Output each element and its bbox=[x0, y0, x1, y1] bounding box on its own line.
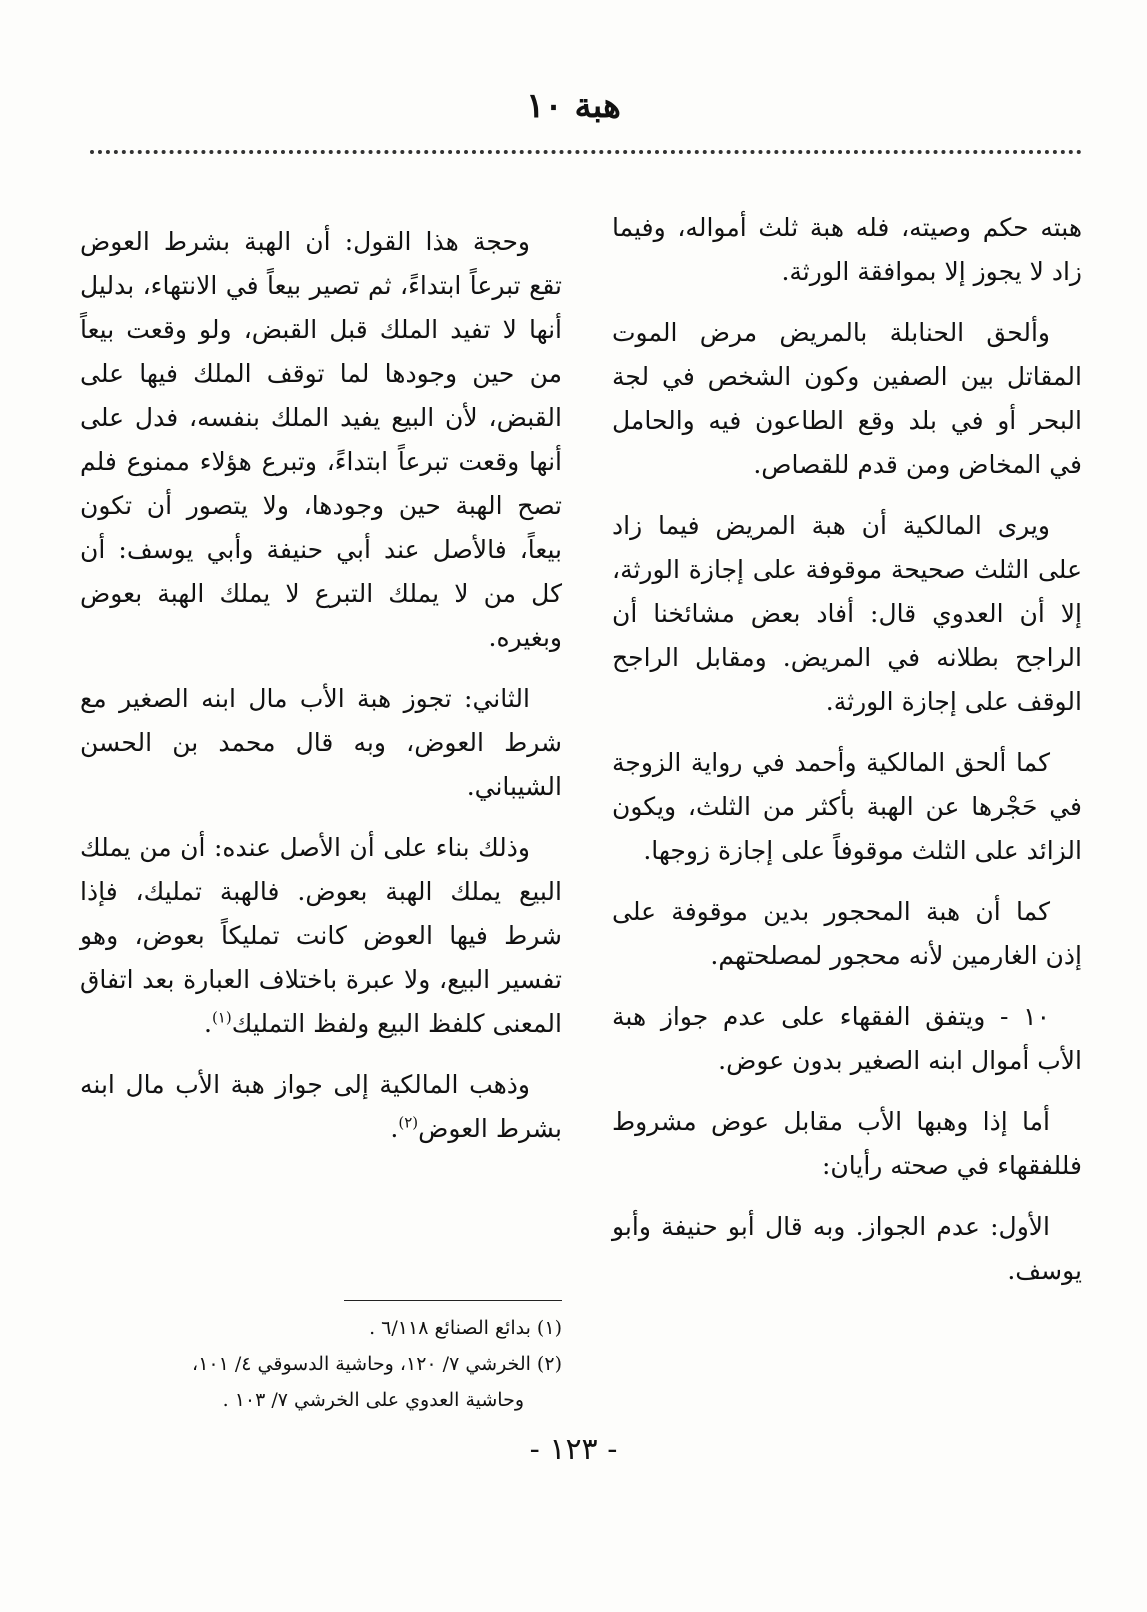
left-column bbox=[80, 220, 562, 1168]
footnote-reference[interactable]: (١) bbox=[211, 1008, 232, 1027]
paragraph: أما إذا وهبها الأب مقابل عوض مشروط فللفقهاء في صحته رأيان: bbox=[612, 1107, 1082, 1180]
footnotes bbox=[80, 1310, 562, 1418]
paragraph bbox=[80, 1063, 562, 1151]
page-number: - ١٢٣ - bbox=[529, 1432, 618, 1467]
footnote-reference[interactable]: (٢) bbox=[398, 1113, 419, 1132]
paragraph bbox=[80, 826, 562, 1046]
page-header-title: هبة ١٠ bbox=[526, 86, 621, 126]
paragraph-end: . bbox=[203, 1009, 212, 1038]
footnote: (١) بدائع الصنائع ٦/١١٨ . bbox=[369, 1317, 562, 1339]
paragraph: ويرى المالكية أن هبة المريض فيما زاد على الثلث صحيحة موقوفة على إجازة الورثة، إلا أن العدوي قال: أفاد بعض مشائخنا أن الراجح بطلانه في المريض. ومقابل الراجح الوقف على إجازة الورثة. bbox=[612, 511, 1082, 716]
paragraph: وألحق الحنابلة بالمريض مرض الموت المقاتل بين الصفين وكون الشخص في لجة البحر أو في بلد وقع الطاعون فيه والحامل في المخاض ومن قدم للقصاص. bbox=[612, 318, 1082, 479]
paragraph-text: وذلك بناء على أن الأصل عنده: أن من يملك البيع يملك الهبة بعوض. فالهبة تمليك، فإذا شرط فيها العوض كانت تمليكاً بعوض، وهو تفسير البيع، ولا عبرة باختلاف العبارة بعد اتفاق المعنى كلفظ البيع ولفظ التمليك bbox=[80, 833, 562, 1038]
paragraph: كما أن هبة المحجور بدين موقوفة على إذن الغارمين لأنه محجور لمصلحتهم. bbox=[612, 897, 1082, 970]
footnote-separator bbox=[344, 1300, 562, 1301]
paragraph-text: وذهب المالكية إلى جواز هبة الأب مال ابنه بشرط العوض bbox=[80, 1070, 562, 1143]
right-column bbox=[612, 206, 1082, 1310]
paragraph: كما ألحق المالكية وأحمد في رواية الزوجة في حَجْرها عن الهبة بأكثر من الثلث، ويكون الزائد على الثلث موقوفاً على إجازة زوجها. bbox=[612, 748, 1082, 865]
paragraph: هبته حكم وصيته، فله هبة ثلث أمواله، وفيما زاد لا يجوز إلا بموافقة الورثة. bbox=[612, 213, 1082, 286]
footnote: (٢) الخرشي ٧/ ١٢٠، وحاشية الدسوقي ٤/ ١٠١، bbox=[192, 1353, 562, 1375]
header-dotted-rule bbox=[90, 150, 1082, 154]
paragraph: الأول: عدم الجواز. وبه قال أبو حنيفة وأبو يوسف. bbox=[612, 1212, 1082, 1285]
paragraph: وحجة هذا القول: أن الهبة بشرط العوض تقع تبرعاً ابتداءً، ثم تصير بيعاً في الانتهاء، بدليل أنها لا تفيد الملك قبل القبض، ولو وقعت بيعاً من حين وجودها لما توقف الملك فيها على القبض، لأن البيع يفيد الملك بنفسه، فدل على أنها وقعت تبرعاً ابتداءً، وتبرع هؤلاء ممنوع فلم تصح الهبة حين وجودها، ولا يتصور أن تكون بيعاً، فالأصل عند أبي حنيفة وأبي يوسف: أن كل من لا يملك التبرع لا يملك الهبة بعوض وبغيره. bbox=[80, 227, 562, 652]
numbered-paragraph: ١٠ - ويتفق الفقهاء على عدم جواز هبة الأب أموال ابنه الصغير بدون عوض. bbox=[612, 1002, 1082, 1075]
paragraph: الثاني: تجوز هبة الأب مال ابنه الصغير مع شرط العوض، وبه قال محمد بن الحسن الشيباني. bbox=[80, 684, 562, 801]
paragraph-end: . bbox=[390, 1114, 399, 1143]
footnote-continuation: وحاشية العدوي على الخرشي ٧/ ١٠٣ . bbox=[222, 1389, 524, 1411]
